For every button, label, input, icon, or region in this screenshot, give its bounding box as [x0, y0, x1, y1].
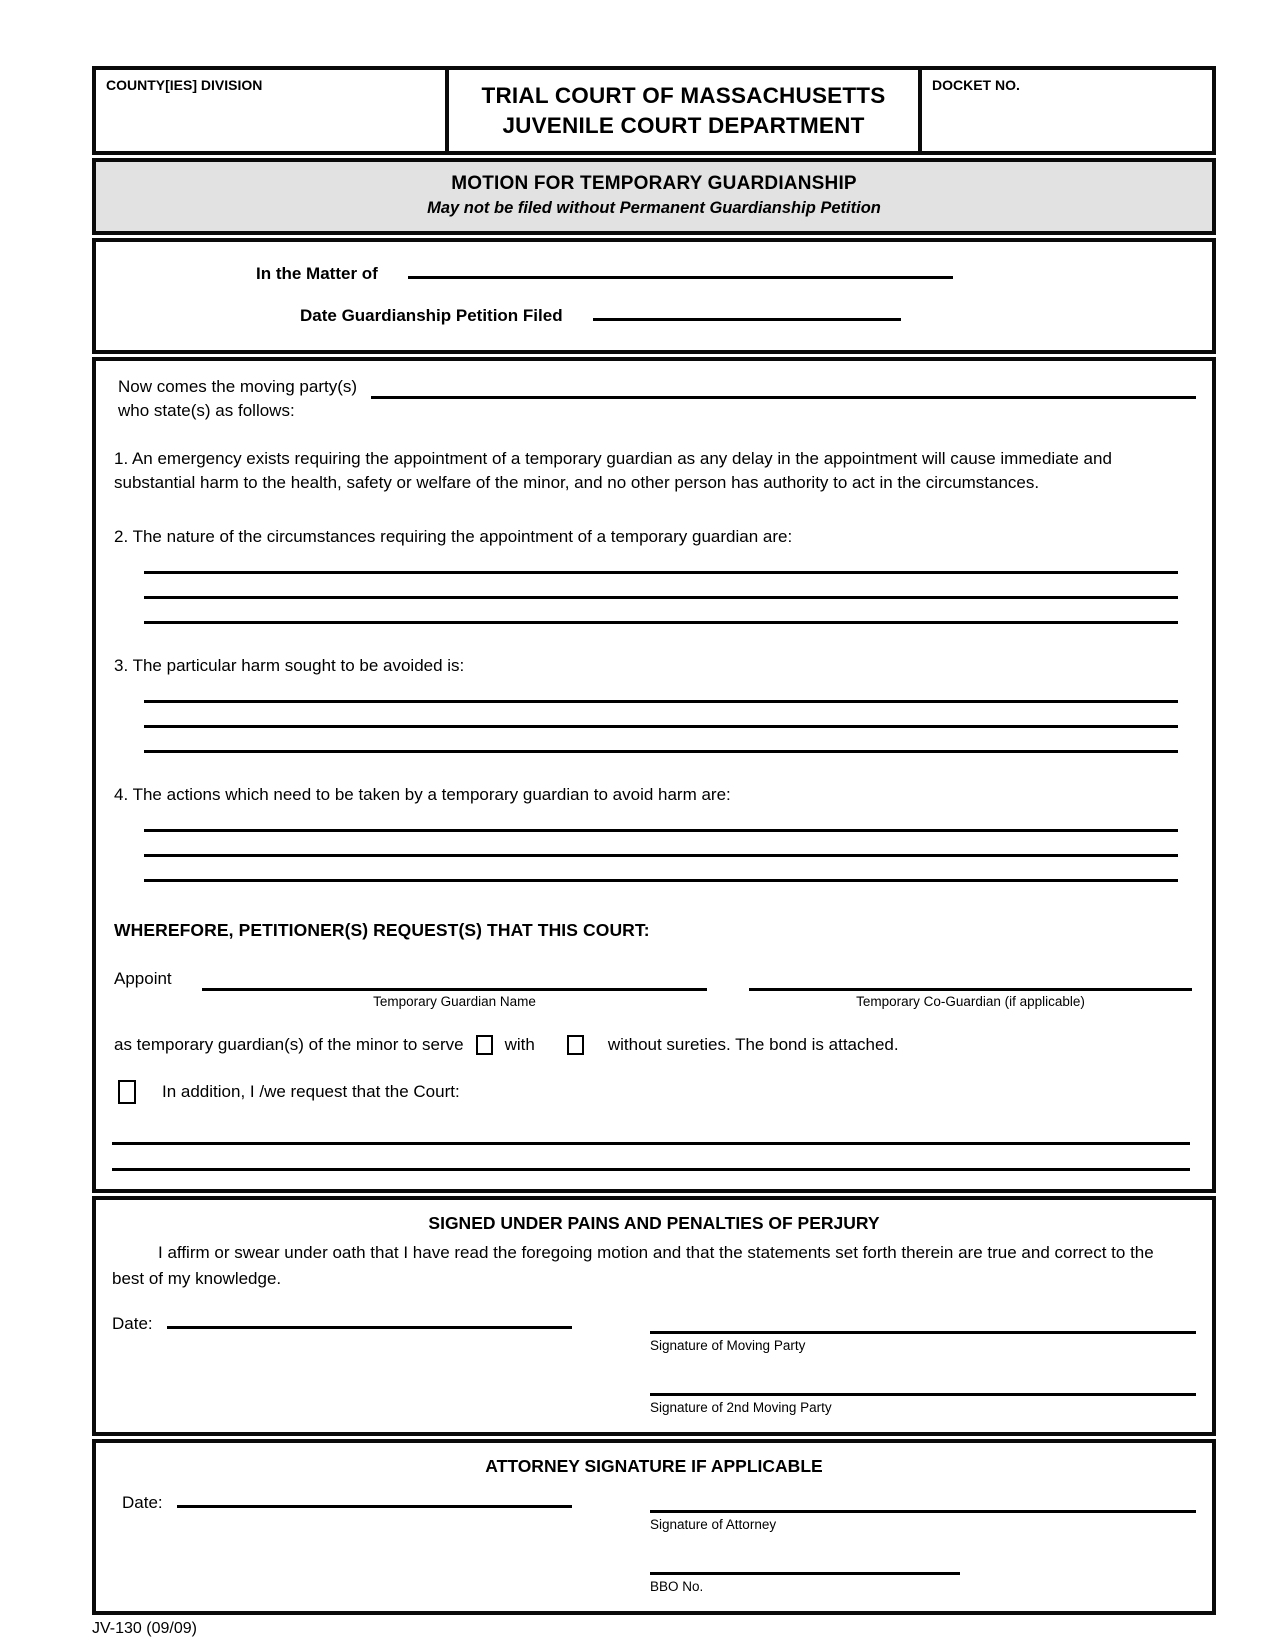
- court-request-lines: [112, 1119, 1190, 1171]
- with-label: with: [504, 1034, 535, 1054]
- form-title: MOTION FOR TEMPORARY GUARDIANSHIP: [451, 173, 857, 194]
- perjury-signature-area: [112, 1312, 1196, 1416]
- attorney-signature-line[interactable]: [650, 1491, 1196, 1513]
- in-matter-label: In the Matter of: [256, 263, 378, 283]
- moving-party-label: Now comes the moving party(s): [118, 376, 358, 396]
- attorney-signature-column: [650, 1491, 1196, 1595]
- county-division-cell[interactable]: [96, 70, 445, 151]
- attorney-section: [92, 1439, 1216, 1615]
- form-number: JV-130 (09/09): [92, 1619, 197, 1637]
- matter-section: [92, 238, 1216, 354]
- court-request-line-2[interactable]: [112, 1145, 1190, 1171]
- appoint-row: [114, 967, 1192, 1009]
- in-addition-label: In addition, I /we request that the Court:: [162, 1081, 460, 1101]
- item-4-line-3[interactable]: [144, 857, 1178, 882]
- form-subtitle: May not be filed without Permanent Guardianship Petition: [427, 199, 881, 217]
- item-3-line-1[interactable]: [144, 678, 1178, 703]
- serve-text: as temporary guardian(s) of the minor to serve: [114, 1034, 464, 1054]
- item-3-text: 3. The particular harm sought to be avoided is:: [114, 655, 465, 675]
- item-1-text: 1. An emergency exists requiring the appointment of a temporary guardian as any delay in the appointment will cause immediate and substantial harm to the health, safety or welfare of the minor, and no other person has authority to act in the circumstances.: [114, 448, 1112, 492]
- attorney-heading: ATTORNEY SIGNATURE IF APPLICABLE: [485, 1455, 823, 1476]
- date-filed-row: [300, 304, 1172, 326]
- date-filed-field[interactable]: [593, 304, 901, 321]
- perjury-date-row: [112, 1312, 572, 1335]
- in-addition-row: [118, 1079, 1196, 1105]
- moving-party-row: [118, 375, 1196, 399]
- moving-party-signature-line[interactable]: [650, 1312, 1196, 1334]
- without-sureties-checkbox[interactable]: [567, 1035, 584, 1055]
- perjury-heading: SIGNED UNDER PAINS AND PENALTIES OF PERJURY: [428, 1212, 880, 1233]
- with-sureties-checkbox[interactable]: [476, 1035, 493, 1055]
- attorney-date-row: [112, 1491, 572, 1514]
- item-4-lines: [144, 807, 1178, 882]
- second-moving-party-signature-caption: Signature of 2nd Moving Party: [650, 1399, 832, 1415]
- second-moving-party-signature-entry: [650, 1374, 1196, 1416]
- in-matter-row: [256, 262, 1172, 284]
- in-addition-checkbox[interactable]: [118, 1080, 136, 1104]
- item-2-lines: [144, 549, 1178, 624]
- item-4-text: 4. The actions which need to be taken by a temporary guardian to avoid harm are:: [114, 784, 731, 804]
- item-2-line-1[interactable]: [144, 549, 1178, 574]
- bbo-caption: BBO No.: [650, 1578, 704, 1594]
- court-request-line-1[interactable]: [112, 1119, 1190, 1145]
- temporary-co-guardian-caption: Temporary Co-Guardian (if applicable): [856, 993, 1085, 1009]
- docket-cell[interactable]: [918, 70, 1212, 151]
- court-title-cell: [445, 70, 918, 151]
- without-label: without sureties. The bond is attached.: [607, 1034, 899, 1054]
- attorney-date-field[interactable]: [177, 1491, 572, 1509]
- date-filed-label: Date Guardianship Petition Filed: [300, 305, 563, 325]
- item-2-line-3[interactable]: [144, 599, 1178, 624]
- moving-party-signature-caption: Signature of Moving Party: [650, 1337, 806, 1353]
- item-3-lines: [144, 678, 1178, 753]
- attorney-date-label: Date:: [122, 1493, 163, 1513]
- item-4-line-2[interactable]: [144, 832, 1178, 857]
- states-label: who state(s) as follows:: [118, 400, 295, 420]
- item-2-text: 2. The nature of the circumstances requiring the appointment of a temporary guardian are:: [114, 526, 793, 546]
- second-moving-party-signature-line[interactable]: [650, 1374, 1196, 1396]
- form-header: [92, 66, 1216, 155]
- court-title-line1: TRIAL COURT OF MASSACHUSETTS: [481, 82, 886, 108]
- item-4-line-1[interactable]: [144, 807, 1178, 832]
- wherefore-heading: WHEREFORE, PETITIONER(S) REQUEST(S) THAT THIS COURT:: [114, 919, 650, 940]
- bbo-number-line[interactable]: [650, 1553, 960, 1575]
- docket-label: DOCKET NO.: [932, 77, 1020, 93]
- item-3-line-2[interactable]: [144, 703, 1178, 728]
- item-2-line-2[interactable]: [144, 574, 1178, 599]
- bbo-entry: [650, 1553, 1196, 1595]
- sureties-row: [114, 1033, 1196, 1057]
- perjury-date-field[interactable]: [167, 1312, 572, 1330]
- temporary-guardian-name-caption: Temporary Guardian Name: [373, 993, 536, 1009]
- court-title-line2: JUVENILE COURT DEPARTMENT: [502, 112, 865, 138]
- moving-party-field[interactable]: [371, 377, 1196, 399]
- form-title-bar: [92, 158, 1216, 235]
- item-3-line-3[interactable]: [144, 728, 1178, 753]
- perjury-date-label: Date:: [112, 1314, 153, 1334]
- appoint-label: Appoint: [114, 968, 172, 988]
- attorney-signature-caption: Signature of Attorney: [650, 1516, 777, 1532]
- in-matter-field[interactable]: [408, 262, 953, 279]
- perjury-signature-column: [650, 1312, 1196, 1416]
- moving-party-signature-entry: [650, 1312, 1196, 1354]
- perjury-affirmation: I affirm or swear under oath that I have read the foregoing motion and that the statements set forth therein are true and correct to the best of my knowledge.: [112, 1242, 1154, 1288]
- attorney-signature-area: [112, 1491, 1196, 1595]
- county-division-label: COUNTY[IES] DIVISION: [106, 77, 263, 93]
- temporary-guardian-name-field[interactable]: [202, 969, 707, 991]
- attorney-signature-entry: [650, 1491, 1196, 1533]
- perjury-section: [92, 1196, 1216, 1436]
- temporary-co-guardian-field[interactable]: [749, 969, 1192, 991]
- motion-body: [92, 357, 1216, 1193]
